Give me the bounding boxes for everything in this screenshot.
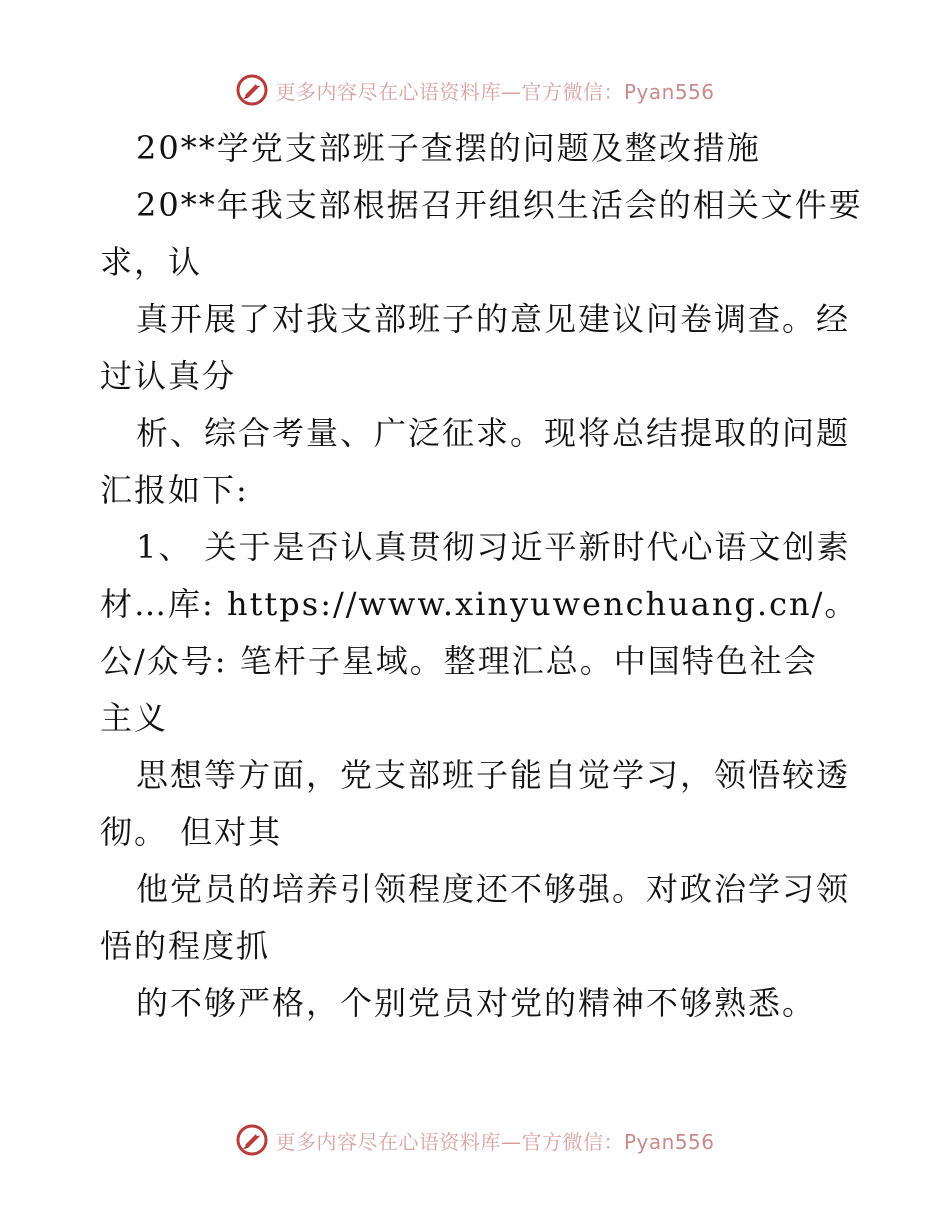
- paragraph-line: 思想等方面，党支部班子能自觉学习，领悟较透: [136, 756, 851, 794]
- paragraph-line: 过认真分: [100, 357, 237, 395]
- watermark-dash: —: [500, 1129, 522, 1154]
- paragraph-line: 汇报如下:: [100, 471, 249, 509]
- paragraph-line: 析、综合考量、广泛征求。现将总结提取的问题: [136, 414, 851, 452]
- document-body: [100, 120, 863, 1032]
- watermark-footer: [0, 1120, 950, 1160]
- logo-icon: [235, 73, 269, 107]
- paragraph-line: 的不够严格，个别党员对党的精神不够熟悉。: [136, 984, 817, 1022]
- paragraph-line: 20**年我支部根据召开组织生活会的相关文件要: [136, 186, 863, 224]
- paragraph-line: 悟的程度抓: [100, 927, 271, 965]
- paragraph-line: 求，认: [100, 243, 203, 281]
- paragraph-line: 材…库: https://www.xinyuwenchuang.cn/。: [100, 585, 859, 623]
- document-title: 20**学党支部班子查摆的问题及整改措施: [136, 129, 761, 167]
- watermark-site: 更多内容尽在心语资料库: [275, 1129, 501, 1154]
- watermark-wechat-id: Pyan556: [623, 79, 715, 104]
- watermark-wechat-id: Pyan556: [623, 1129, 715, 1154]
- paragraph-line: 主义: [100, 699, 169, 737]
- watermark-site: 更多内容尽在心语资料库: [275, 79, 501, 104]
- paragraph-line: 1、 关于是否认真贯彻习近平新时代心语文创素: [136, 528, 851, 566]
- paragraph-line: 彻。 但对其: [100, 813, 283, 851]
- watermark-wechat-label: 官方微信：: [521, 79, 624, 104]
- paragraph-line: 公/众号: 笔杆子星域。整理汇总。中国特色社会: [100, 642, 818, 680]
- watermark-dash: —: [500, 79, 522, 104]
- paragraph-line: 真开展了对我支部班子的意见建议问卷调查。经: [136, 300, 851, 338]
- watermark-header: [0, 70, 950, 110]
- logo-icon: [235, 1123, 269, 1157]
- paragraph-line: 他党员的培养引领程度还不够强。对政治学习领: [136, 870, 851, 908]
- watermark-wechat-label: 官方微信：: [521, 1129, 624, 1154]
